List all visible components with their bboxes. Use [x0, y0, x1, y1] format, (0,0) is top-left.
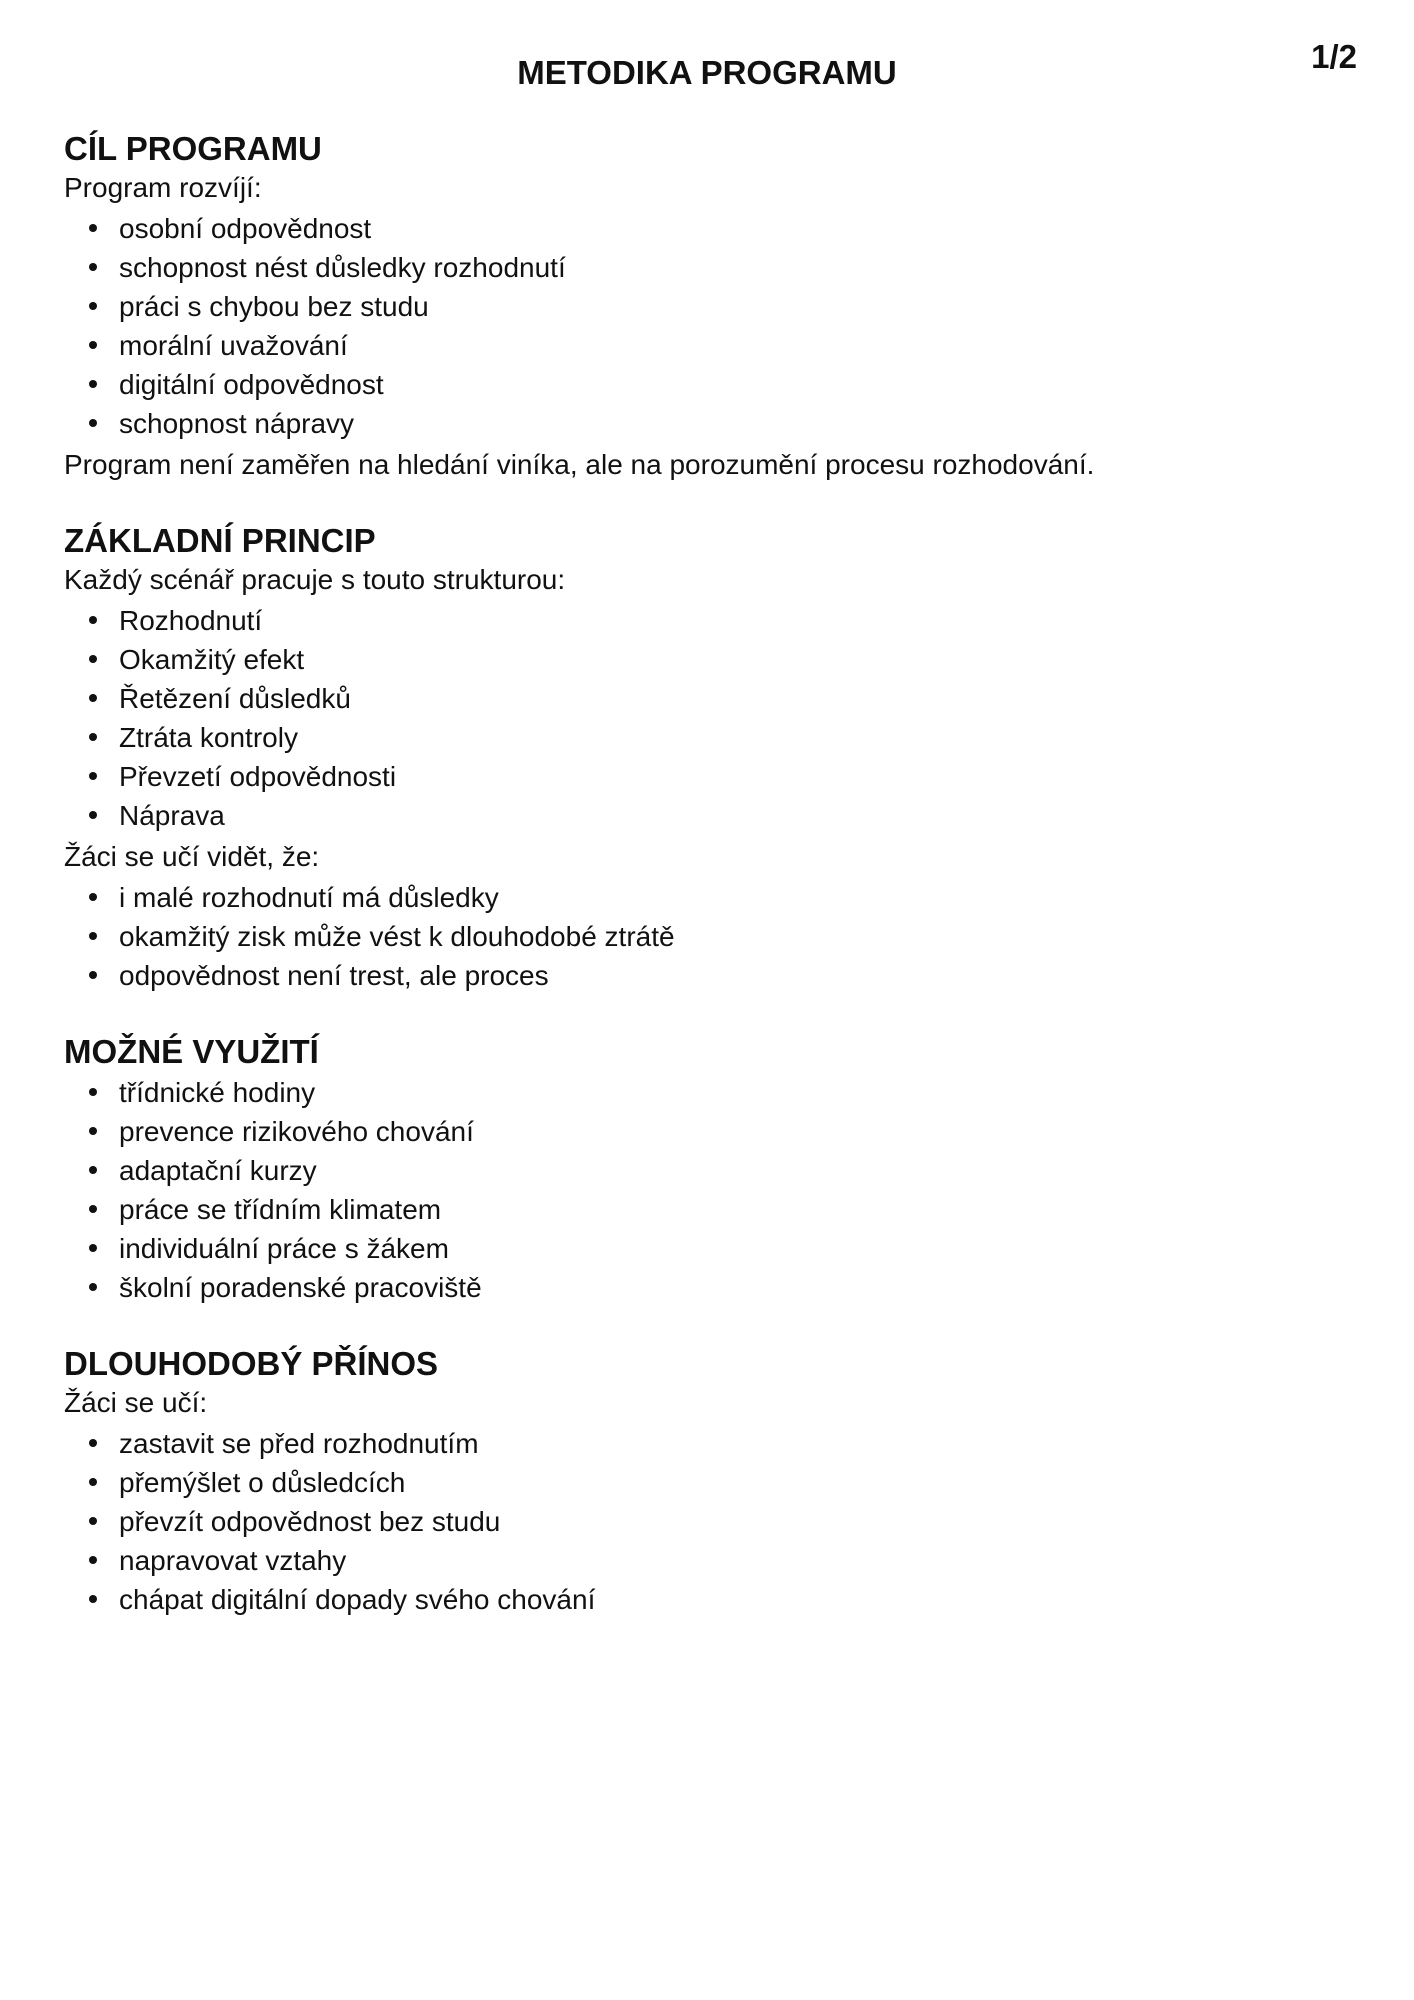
section-heading: MOŽNÉ VYUŽITÍ — [64, 1033, 319, 1070]
section-heading: ZÁKLADNÍ PRINCIP — [64, 522, 376, 559]
list-item: i malé rozhodnutí má důsledky — [64, 878, 1354, 917]
list-item: třídnické hodiny — [64, 1073, 1354, 1112]
section-heading: CÍL PROGRAMU — [64, 130, 322, 167]
section-intro: Žáci se učí: — [64, 1387, 208, 1418]
list-item: schopnost nápravy — [64, 404, 1354, 443]
page-title: METODIKA PROGRAMU — [517, 54, 897, 91]
list-item: Převzetí odpovědnosti — [64, 757, 1354, 796]
list-item: přemýšlet o důsledcích — [64, 1463, 1354, 1502]
list-item: školní poradenské pracoviště — [64, 1268, 1354, 1307]
bullet-list — [64, 878, 1354, 995]
list-item: práci s chybou bez studu — [64, 287, 1354, 326]
bullet-list — [64, 1073, 1354, 1307]
section-zakladni-princip — [64, 521, 1354, 995]
list-item: Rozhodnutí — [64, 601, 1354, 640]
bullet-list — [64, 209, 1354, 443]
list-item: Ztráta kontroly — [64, 718, 1354, 757]
section-intro: Každý scénář pracuje s touto strukturou: — [64, 564, 566, 595]
list-item: osobní odpovědnost — [64, 209, 1354, 248]
list-item: práce se třídním klimatem — [64, 1190, 1354, 1229]
section-dlouhodoby-prinos — [64, 1344, 1354, 1619]
bullet-list — [64, 1424, 1354, 1619]
section-note: Program není zaměřen na hledání viníka, ale na porozumění procesu rozhodování. — [64, 449, 1095, 480]
list-item: morální uvažování — [64, 326, 1354, 365]
section-intro: Program rozvíjí: — [64, 172, 262, 203]
list-item: zastavit se před rozhodnutím — [64, 1424, 1354, 1463]
list-item: schopnost nést důsledky rozhodnutí — [64, 248, 1354, 287]
list-item: napravovat vztahy — [64, 1541, 1354, 1580]
list-item: Okamžitý efekt — [64, 640, 1354, 679]
section-heading: DLOUHODOBÝ PŘÍNOS — [64, 1345, 439, 1382]
list-item: okamžitý zisk může vést k dlouhodobé ztrátě — [64, 917, 1354, 956]
list-item: Řetězení důsledků — [64, 679, 1354, 718]
list-item: individuální práce s žákem — [64, 1229, 1354, 1268]
document-content — [0, 129, 1414, 1619]
section-cil-programu — [64, 129, 1354, 484]
list-item: adaptační kurzy — [64, 1151, 1354, 1190]
list-item: Náprava — [64, 796, 1354, 835]
section-subintro: Žáci se učí vidět, že: — [64, 841, 320, 872]
list-item: odpovědnost není trest, ale proces — [64, 956, 1354, 995]
list-item: převzít odpovědnost bez studu — [64, 1502, 1354, 1541]
list-item: prevence rizikového chování — [64, 1112, 1354, 1151]
page-number: 1/2 — [1311, 38, 1357, 75]
section-mozne-vyuziti — [64, 1032, 1354, 1307]
list-item: chápat digitální dopady svého chování — [64, 1580, 1354, 1619]
bullet-list — [64, 601, 1354, 835]
list-item: digitální odpovědnost — [64, 365, 1354, 404]
